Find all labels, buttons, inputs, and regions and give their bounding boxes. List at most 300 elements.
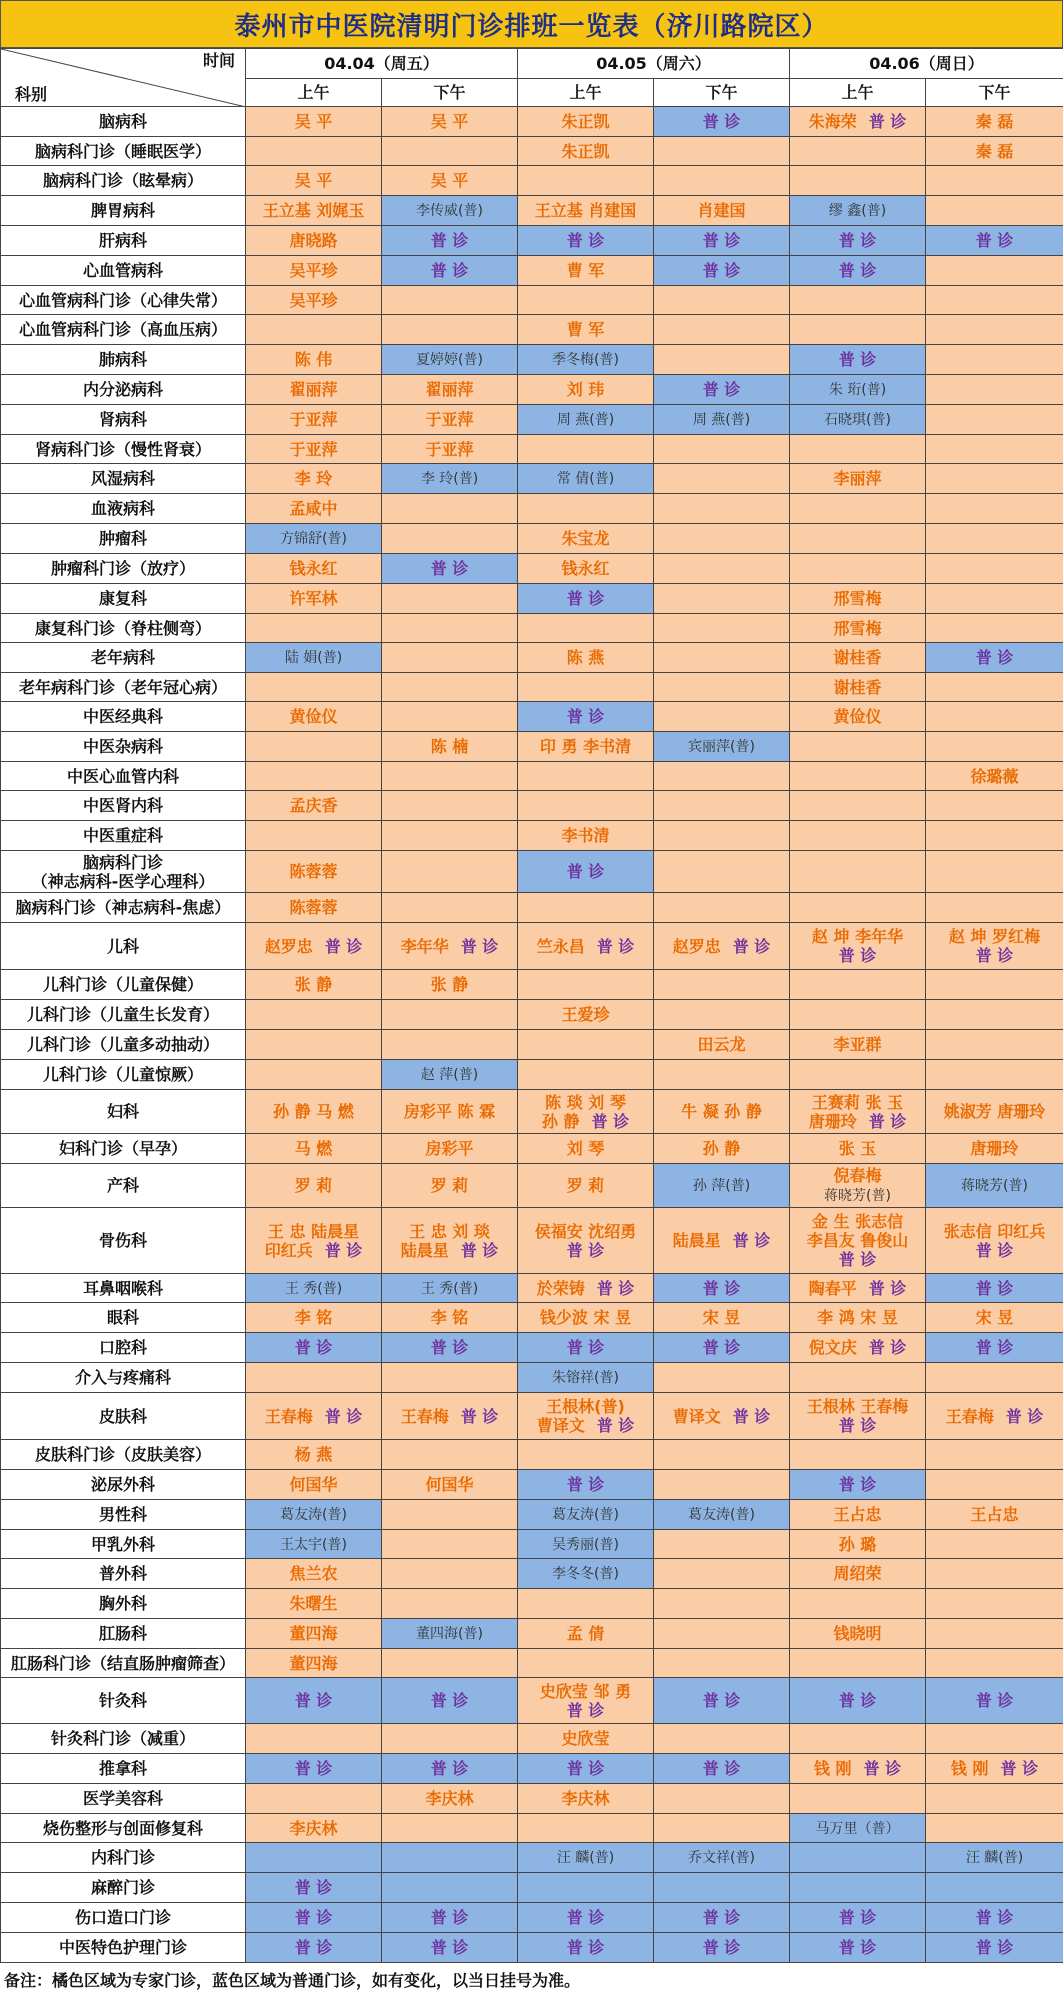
- schedule-cell: [790, 1134, 926, 1164]
- schedule-cell: [382, 524, 518, 554]
- expert-doctor: 何国华: [289, 1475, 338, 1494]
- schedule-cell: [246, 1873, 382, 1903]
- table-row: [1, 732, 1063, 762]
- table-row: [1, 643, 1063, 673]
- dept-name: 脑病科门诊（眩晕病）: [1, 166, 246, 196]
- schedule-cell: [518, 375, 654, 405]
- schedule-cell: [246, 643, 382, 673]
- schedule-cell: [790, 435, 926, 464]
- schedule-cell: [382, 554, 518, 584]
- schedule-cell: [926, 315, 1063, 345]
- schedule-cell: [790, 584, 926, 614]
- expert-doctor: 肖建国: [697, 201, 746, 220]
- expert-doctor: 史欣莹: [561, 1729, 610, 1748]
- general-clinic-label: 普 诊: [294, 1908, 333, 1927]
- dept-name: 推拿科: [1, 1754, 246, 1784]
- expert-doctor: 李 玲: [294, 469, 333, 488]
- table-row: [1, 1393, 1063, 1440]
- table-row: [1, 1873, 1063, 1903]
- schedule-cell: [926, 1500, 1063, 1530]
- day-header: 04.04（周五）: [246, 49, 518, 79]
- expert-doctor: 李庆林: [561, 1789, 610, 1808]
- am-header: 上午: [790, 79, 926, 107]
- schedule-cell: [790, 1530, 926, 1559]
- schedule-cell: [246, 1903, 382, 1933]
- general-clinic-label: 普 诊: [294, 1938, 333, 1957]
- expert-doctor: 孟 倩: [566, 1624, 605, 1643]
- schedule-cell: [382, 702, 518, 732]
- expert-doctor: 朱正凯: [561, 141, 610, 161]
- general-clinic-label: 普 诊: [838, 1416, 877, 1435]
- table-row: [1, 494, 1063, 524]
- table-row: [1, 923, 1063, 970]
- expert-doctor: 陈蓉蓉: [289, 862, 338, 881]
- schedule-cell: [246, 732, 382, 762]
- dept-name: 烧伤整形与创面修复科: [1, 1814, 246, 1843]
- schedule-cell: [518, 1500, 654, 1530]
- schedule-cell: [926, 851, 1063, 893]
- schedule-cell: [790, 1724, 926, 1754]
- schedule-cell: [518, 1678, 654, 1724]
- table-row: [1, 1090, 1063, 1134]
- dept-name: 中医心血管内科: [1, 762, 246, 791]
- schedule-cell: [790, 1754, 926, 1784]
- schedule-cell: [518, 1060, 654, 1090]
- general-clinic-label: 普 诊: [460, 936, 499, 956]
- dept-name: 普外科: [1, 1559, 246, 1589]
- schedule-cell: [382, 107, 518, 137]
- general-clinic-label: 普 诊: [702, 380, 741, 399]
- table-row: [1, 166, 1063, 196]
- schedule-cell: [382, 1164, 518, 1208]
- schedule-cell: [790, 1440, 926, 1470]
- schedule-cell: [926, 1060, 1063, 1090]
- table-row: [1, 524, 1063, 554]
- dept-name: 儿科门诊（儿童生长发育）: [1, 1000, 246, 1030]
- schedule-body: [1, 107, 1063, 1963]
- general-clinic-label: 普 诊: [430, 261, 469, 280]
- schedule-cell: [246, 1090, 382, 1134]
- table-row: [1, 1724, 1063, 1754]
- expert-doctor: 于亚萍: [289, 410, 338, 429]
- schedule-cell: [926, 1393, 1063, 1440]
- schedule-cell: [790, 256, 926, 286]
- schedule-cell: [654, 286, 790, 315]
- dept-name: 康复科门诊（脊柱侧弯）: [1, 614, 246, 643]
- schedule-cell: [518, 1724, 654, 1754]
- schedule-cell: [518, 524, 654, 554]
- schedule-cell: [790, 1470, 926, 1500]
- table-row: [1, 1814, 1063, 1843]
- schedule-cell: [654, 791, 790, 821]
- dept-name: 肝病科: [1, 226, 246, 256]
- dept-name: 中医杂病科: [1, 732, 246, 762]
- schedule-cell: [382, 315, 518, 345]
- day-header: 04.05（周六）: [518, 49, 790, 79]
- general-clinic-label: 普 诊: [975, 1908, 1014, 1927]
- dept-name: 介入与疼痛科: [1, 1363, 246, 1393]
- schedule-cell: [518, 732, 654, 762]
- schedule-cell: [790, 464, 926, 494]
- dept-name: 风湿病科: [1, 464, 246, 494]
- general-doctor: 常 倩(普): [556, 471, 615, 487]
- general-doctor: 汪 麟(普): [556, 1850, 615, 1866]
- schedule-cell: [246, 614, 382, 643]
- general-clinic-label: 普 诊: [702, 1338, 741, 1357]
- schedule-cell: [382, 1530, 518, 1559]
- schedule-cell: [246, 584, 382, 614]
- schedule-cell: [790, 1843, 926, 1873]
- general-clinic-label: 普 诊: [430, 1759, 469, 1778]
- schedule-cell: [382, 1363, 518, 1393]
- dept-name: 血液病科: [1, 494, 246, 524]
- schedule-cell: [926, 1649, 1063, 1678]
- schedule-cell: [246, 554, 382, 584]
- schedule-cell: [246, 1843, 382, 1873]
- schedule-cell: [246, 1134, 382, 1164]
- expert-doctor: 王爱珍: [561, 1005, 610, 1024]
- general-clinic-label: 普 诊: [566, 707, 605, 726]
- schedule-cell: [518, 1303, 654, 1333]
- schedule-cell: [246, 1303, 382, 1333]
- expert-doctor: 钱 刚: [950, 1759, 989, 1778]
- schedule-cell: [382, 851, 518, 893]
- general-doctor: 缪 鑫(普): [828, 203, 887, 219]
- schedule-cell: [246, 196, 382, 226]
- schedule-cell: [926, 643, 1063, 673]
- general-clinic-label: 普 诊: [732, 936, 771, 956]
- schedule-cell: [518, 1000, 654, 1030]
- general-clinic-label: 普 诊: [975, 1938, 1014, 1957]
- expert-doctor: 杨 燕: [294, 1445, 333, 1464]
- expert-doctor: 房彩平 陈 霖: [403, 1102, 496, 1121]
- schedule-cell: [926, 196, 1063, 226]
- schedule-cell: [926, 166, 1063, 196]
- dept-name: 妇科门诊（早孕）: [1, 1134, 246, 1164]
- schedule-cell: [246, 1470, 382, 1500]
- schedule-cell: [246, 494, 382, 524]
- expert-doctor: 朱正凯: [561, 112, 610, 131]
- schedule-cell: [926, 893, 1063, 923]
- schedule-cell: [926, 1303, 1063, 1333]
- schedule-cell: [654, 584, 790, 614]
- schedule-cell: [654, 464, 790, 494]
- general-clinic-label: 普 诊: [838, 1475, 877, 1494]
- general-doctor: 方锦舒(普): [280, 531, 347, 547]
- schedule-cell: [382, 464, 518, 494]
- dept-name: 内科门诊: [1, 1843, 246, 1873]
- schedule-cell: [518, 1903, 654, 1933]
- schedule-cell: [382, 821, 518, 851]
- schedule-cell: [654, 375, 790, 405]
- schedule-cell: [382, 1030, 518, 1060]
- expert-doctor: 陆晨星: [400, 1240, 449, 1260]
- dept-name: 脑病科门诊（神志病科-焦虑）: [1, 893, 246, 923]
- expert-doctor: 陈 伟: [294, 350, 333, 369]
- schedule-cell: [518, 643, 654, 673]
- schedule-cell: [518, 1134, 654, 1164]
- schedule-cell: [382, 791, 518, 821]
- schedule-cell: [382, 405, 518, 435]
- general-clinic-label: 普 诊: [294, 1878, 333, 1897]
- table-row: [1, 1164, 1063, 1208]
- dept-name: 心血管病科门诊（心律失常）: [1, 286, 246, 315]
- expert-doctor: 金 生 张志信: [811, 1212, 904, 1231]
- schedule-cell: [518, 1843, 654, 1873]
- expert-doctor: 钱 刚: [813, 1759, 852, 1778]
- expert-doctor: 李亚群: [833, 1035, 882, 1054]
- schedule-cell: [790, 1363, 926, 1393]
- schedule-cell: [382, 1784, 518, 1814]
- expert-doctor: 李年华: [400, 936, 449, 956]
- schedule-cell: [926, 226, 1063, 256]
- schedule-cell: [382, 435, 518, 464]
- expert-doctor: 钱永红: [289, 559, 338, 578]
- schedule-cell: [790, 1164, 926, 1208]
- schedule-cell: [790, 1784, 926, 1814]
- schedule-cell: [518, 1030, 654, 1060]
- dept-name: 男性科: [1, 1500, 246, 1530]
- general-clinic-label: 普 诊: [868, 1338, 907, 1357]
- schedule-cell: [790, 345, 926, 375]
- expert-doctor: 赵罗忠: [264, 936, 313, 956]
- schedule-cell: [382, 1649, 518, 1678]
- table-row: [1, 196, 1063, 226]
- schedule-cell: [926, 702, 1063, 732]
- schedule-cell: [518, 256, 654, 286]
- schedule-cell: [518, 494, 654, 524]
- table-row: [1, 791, 1063, 821]
- expert-doctor: 张 静: [294, 975, 333, 994]
- schedule-cell: [654, 1754, 790, 1784]
- schedule-cell: [926, 923, 1063, 970]
- expert-doctor: 陶春平: [808, 1278, 857, 1298]
- schedule-cell: [790, 893, 926, 923]
- schedule-cell: [246, 762, 382, 791]
- general-clinic-label: 普 诊: [324, 936, 363, 956]
- schedule-cell: [790, 643, 926, 673]
- expert-doctor: 何国华: [425, 1475, 474, 1494]
- pm-header: 下午: [382, 79, 518, 107]
- dept-name: 中医经典科: [1, 702, 246, 732]
- schedule-cell: [790, 1208, 926, 1274]
- dept-name: 针灸科: [1, 1678, 246, 1724]
- schedule-cell: [790, 1000, 926, 1030]
- general-doctor: 葛友涛(普): [552, 1507, 619, 1523]
- schedule-cell: [654, 315, 790, 345]
- schedule-cell: [518, 791, 654, 821]
- general-doctor: 董四海(普): [416, 1626, 483, 1642]
- schedule-cell: [382, 1873, 518, 1903]
- general-doctor: 赵 萍(普): [420, 1067, 479, 1083]
- schedule-cell: [382, 584, 518, 614]
- general-clinic-label: 普 诊: [702, 261, 741, 280]
- schedule-cell: [926, 732, 1063, 762]
- schedule-cell: [926, 1678, 1063, 1724]
- general-clinic-label: 普 诊: [838, 231, 877, 250]
- expert-doctor: 陈 燕: [566, 648, 605, 667]
- schedule-cell: [246, 1814, 382, 1843]
- expert-doctor: 王根林(普): [546, 1397, 625, 1416]
- table-row: [1, 464, 1063, 494]
- expert-doctor: 曹译文: [672, 1406, 721, 1426]
- schedule-cell: [654, 970, 790, 1000]
- general-clinic-label: 普 诊: [868, 112, 907, 131]
- general-clinic-label: 普 诊: [460, 1406, 499, 1426]
- expert-doctor: 吴平珍: [289, 290, 338, 310]
- schedule-cell: [654, 554, 790, 584]
- schedule-cell: [654, 137, 790, 166]
- schedule-cell: [926, 1843, 1063, 1873]
- general-clinic-label: 普 诊: [975, 648, 1014, 667]
- schedule-cell: [926, 464, 1063, 494]
- schedule-cell: [654, 1559, 790, 1589]
- schedule-cell: [790, 1030, 926, 1060]
- schedule-cell: [246, 1060, 382, 1090]
- schedule-cell: [246, 923, 382, 970]
- expert-doctor: 王立基 刘娓玉: [262, 201, 365, 220]
- dept-name: 产科: [1, 1164, 246, 1208]
- general-doctor: 孙 萍(普): [692, 1178, 751, 1194]
- expert-doctor: 陈蓉蓉: [289, 898, 338, 917]
- expert-doctor: 唐珊玲: [970, 1139, 1019, 1158]
- schedule-cell: [654, 1470, 790, 1500]
- general-clinic-label: 普 诊: [591, 1111, 630, 1131]
- schedule-cell: [790, 1500, 926, 1530]
- schedule-cell: [654, 1530, 790, 1559]
- dept-name: 心血管病科门诊（高血压病）: [1, 315, 246, 345]
- schedule-cell: [926, 286, 1063, 315]
- schedule-cell: [926, 762, 1063, 791]
- schedule-cell: [654, 1619, 790, 1649]
- table-row: [1, 1530, 1063, 1559]
- schedule-cell: [518, 970, 654, 1000]
- expert-doctor: 罗 莉: [294, 1176, 333, 1195]
- table-row: [1, 286, 1063, 315]
- schedule-cell: [654, 1724, 790, 1754]
- schedule-cell: [382, 1060, 518, 1090]
- schedule-cell: [790, 732, 926, 762]
- expert-doctor: 张 静: [430, 975, 469, 994]
- schedule-cell: [518, 1814, 654, 1843]
- expert-doctor: 徐璐薇: [970, 766, 1019, 786]
- schedule-cell: [790, 494, 926, 524]
- schedule-cell: [790, 1303, 926, 1333]
- schedule-cell: [926, 1754, 1063, 1784]
- schedule-cell: [654, 1873, 790, 1903]
- general-doctor: 季冬梅(普): [552, 352, 619, 368]
- expert-doctor: 于亚萍: [289, 439, 338, 459]
- schedule-cell: [926, 1903, 1063, 1933]
- general-doctor: 王 秀(普): [420, 1280, 479, 1297]
- expert-doctor: 王春梅: [945, 1406, 994, 1426]
- table-row: [1, 137, 1063, 166]
- schedule-cell: [926, 673, 1063, 702]
- general-doctor: 夏婷婷(普): [416, 352, 483, 368]
- expert-doctor: 赵 坤 罗红梅: [948, 927, 1041, 946]
- schedule-cell: [654, 762, 790, 791]
- schedule-cell: [518, 1619, 654, 1649]
- general-clinic-label: 普 诊: [430, 1691, 469, 1710]
- schedule-cell: [654, 1843, 790, 1873]
- table-row: [1, 584, 1063, 614]
- schedule-cell: [246, 1649, 382, 1678]
- schedule-cell: [518, 1754, 654, 1784]
- schedule-cell: [246, 851, 382, 893]
- schedule-cell: [790, 791, 926, 821]
- expert-doctor: 牛 凝 孙 静: [681, 1102, 762, 1121]
- general-doctor: 宾丽萍(普): [688, 739, 755, 755]
- table-row: [1, 893, 1063, 923]
- corner-header: [1, 49, 246, 107]
- schedule-cell: [382, 1440, 518, 1470]
- general-clinic-label: 普 诊: [975, 1278, 1014, 1298]
- schedule-cell: [382, 1000, 518, 1030]
- schedule-cell: [246, 970, 382, 1000]
- general-clinic-label: 普 诊: [596, 936, 635, 956]
- dept-name: 妇科: [1, 1090, 246, 1134]
- schedule-cell: [246, 893, 382, 923]
- schedule-cell: [382, 923, 518, 970]
- schedule-cell: [518, 1933, 654, 1963]
- general-doctor: 汪 麟(普): [965, 1850, 1024, 1866]
- pm-header: 下午: [654, 79, 790, 107]
- schedule-cell: [654, 1814, 790, 1843]
- expert-doctor: 李 铭: [294, 1308, 333, 1327]
- schedule-cell: [790, 554, 926, 584]
- general-clinic-label: 普 诊: [702, 231, 741, 250]
- general-doctor: 吴秀丽(普): [552, 1536, 619, 1553]
- schedule-cell: [654, 643, 790, 673]
- schedule-cell: [518, 1470, 654, 1500]
- schedule-cell: [654, 1060, 790, 1090]
- schedule-cell: [790, 702, 926, 732]
- schedule-cell: [790, 821, 926, 851]
- schedule-cell: [926, 791, 1063, 821]
- schedule-cell: [382, 1619, 518, 1649]
- schedule-cell: [790, 405, 926, 435]
- am-header: 上午: [246, 79, 382, 107]
- general-clinic-label: 普 诊: [430, 1338, 469, 1357]
- schedule-cell: [790, 1559, 926, 1589]
- schedule-cell: [382, 1274, 518, 1303]
- schedule-cell: [382, 1208, 518, 1274]
- expert-doctor: 翟丽萍: [289, 380, 338, 399]
- schedule-cell: [518, 1164, 654, 1208]
- expert-doctor: 焦兰农: [289, 1564, 338, 1583]
- schedule-cell: [926, 1000, 1063, 1030]
- schedule-cell: [518, 1440, 654, 1470]
- schedule-cell: [518, 923, 654, 970]
- schedule-cell: [518, 1090, 654, 1134]
- general-clinic-label: 普 诊: [702, 112, 741, 131]
- expert-doctor: 唐晓路: [289, 231, 338, 250]
- expert-doctor: 周绍荣: [833, 1564, 882, 1583]
- schedule-cell: [246, 1333, 382, 1363]
- schedule-cell: [654, 893, 790, 923]
- schedule-cell: [926, 970, 1063, 1000]
- table-row: [1, 1754, 1063, 1784]
- dept-name: 胸外科: [1, 1589, 246, 1619]
- expert-doctor: 印红兵: [264, 1240, 313, 1260]
- expert-doctor: 房彩平: [425, 1139, 474, 1158]
- expert-doctor: 马 燃: [294, 1139, 333, 1158]
- schedule-cell: [518, 196, 654, 226]
- schedule-cell: [246, 1274, 382, 1303]
- schedule-cell: [246, 286, 382, 315]
- schedule-cell: [382, 1678, 518, 1724]
- dept-name: 伤口造口门诊: [1, 1903, 246, 1933]
